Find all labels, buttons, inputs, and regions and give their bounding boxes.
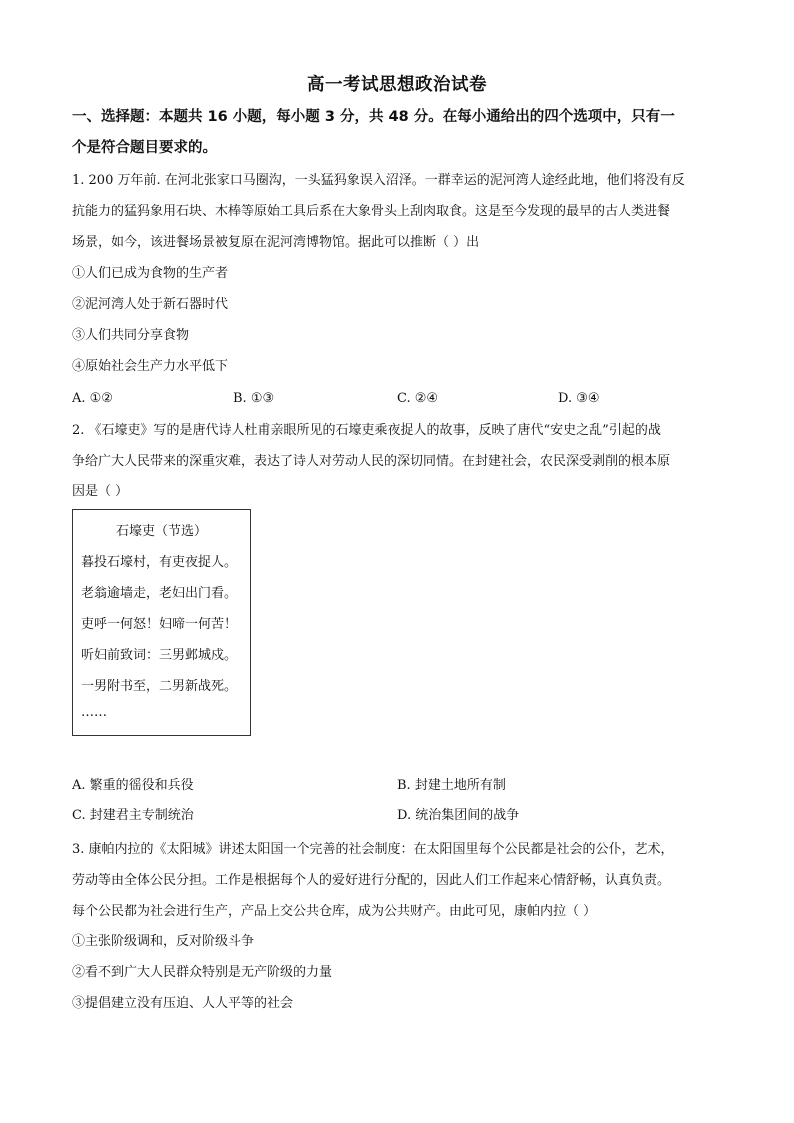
- section-heading-line-2: 个是符合题目要求的。: [72, 140, 217, 156]
- q3-statement-1: ①主张阶级调和，反对阶级斗争: [72, 934, 255, 949]
- q3-statement-2: ②看不到广大人民群众特别是无产阶级的力量: [72, 965, 333, 980]
- q2-option-b[interactable]: B. 封建土地所有制: [397, 778, 506, 793]
- q3-stem-line-2: 劳动等由全体公民分担。工作是根据每个人的爱好进行分配的，因此人们工作起来心情舒畅，认真负责。: [72, 873, 671, 888]
- q2-option-c[interactable]: C. 封建君主专制统治: [72, 808, 194, 823]
- poem-title: 石壕吏（节选）: [115, 524, 207, 539]
- poem-line-1: 暮投石壕村，有吏夜捉人。: [81, 555, 238, 570]
- q2-stem-line-2: 争给广大人民带来的深重灾难，表达了诗人对劳动人民的深切同情。在封建社会，农民深受剥削的根本原: [72, 454, 671, 469]
- poem-line-6: ……: [81, 705, 107, 720]
- q1-statement-2: ②泥河湾人处于新石器时代: [72, 297, 229, 312]
- page-title: 高一考试思想政治试卷: [307, 75, 487, 95]
- q3-stem-line-1: 3. 康帕内拉的《太阳城》讲述太阳国一个完善的社会制度：在太阳国里每个公民都是社会的公仆，艺术，: [72, 842, 674, 857]
- q2-stem-line-3: 因是（ ）: [72, 484, 129, 499]
- poem-box: [72, 509, 251, 736]
- q1-option-d[interactable]: D. ③④: [558, 391, 600, 406]
- section-heading-line-1: 一、选择题：本题共 16 小题，每小题 3 分，共 48 分。在每小通给出的四个选项中，只有一: [72, 109, 675, 125]
- q1-option-b[interactable]: B. ①③: [233, 391, 275, 406]
- q1-statement-4: ④原始社会生产力水平低下: [72, 359, 229, 374]
- q2-stem-line-1: 2. 《石壕吏》写的是唐代诗人杜甫亲眼所见的石壕吏乘夜捉人的故事，反映了唐代“安史之乱”引起的战: [72, 423, 661, 438]
- q1-stem-line-2: 抗能力的猛犸象用石块、木棒等原始工具后系在大象骨头上刮肉取食。这是至今发现的最早的古人类进餐: [72, 204, 671, 219]
- poem-line-3: 吏呼一何怒！妇啼一何苦！: [81, 617, 238, 632]
- q1-statement-1: ①人们已成为食物的生产者: [72, 266, 229, 281]
- poem-line-5: 一男附书至，二男新战死。: [81, 679, 238, 694]
- q2-option-d[interactable]: D. 统治集团间的战争: [397, 808, 520, 823]
- q3-statement-3: ③提倡建立没有压迫、人人平等的社会: [72, 996, 294, 1011]
- q1-statement-3: ③人们共同分享食物: [72, 328, 190, 343]
- q1-option-c[interactable]: C. ②④: [397, 391, 439, 406]
- poem-line-2: 老翁逾墙走，老妇出门看。: [81, 586, 238, 601]
- poem-line-4: 听妇前致词：三男邺城戍。: [81, 648, 238, 663]
- q2-option-a[interactable]: A. 繁重的徭役和兵役: [72, 778, 194, 793]
- q3-stem-line-3: 每个公民都为社会进行生产，产品上交公共仓库，成为公共财产。由此可见，康帕内拉（ ）: [72, 904, 597, 919]
- q1-option-a[interactable]: A. ①②: [72, 391, 113, 406]
- q1-stem-line-1: 1. 200 万年前. 在河北张家口马圈沟，一头猛犸象误入沼泽。一群幸运的泥河湾人途经此地，他们将没有反: [72, 173, 685, 188]
- q1-stem-line-3: 场景，如今，该进餐场景被复原在泥河湾博物馆。据此可以推断（ ）出: [72, 235, 480, 250]
